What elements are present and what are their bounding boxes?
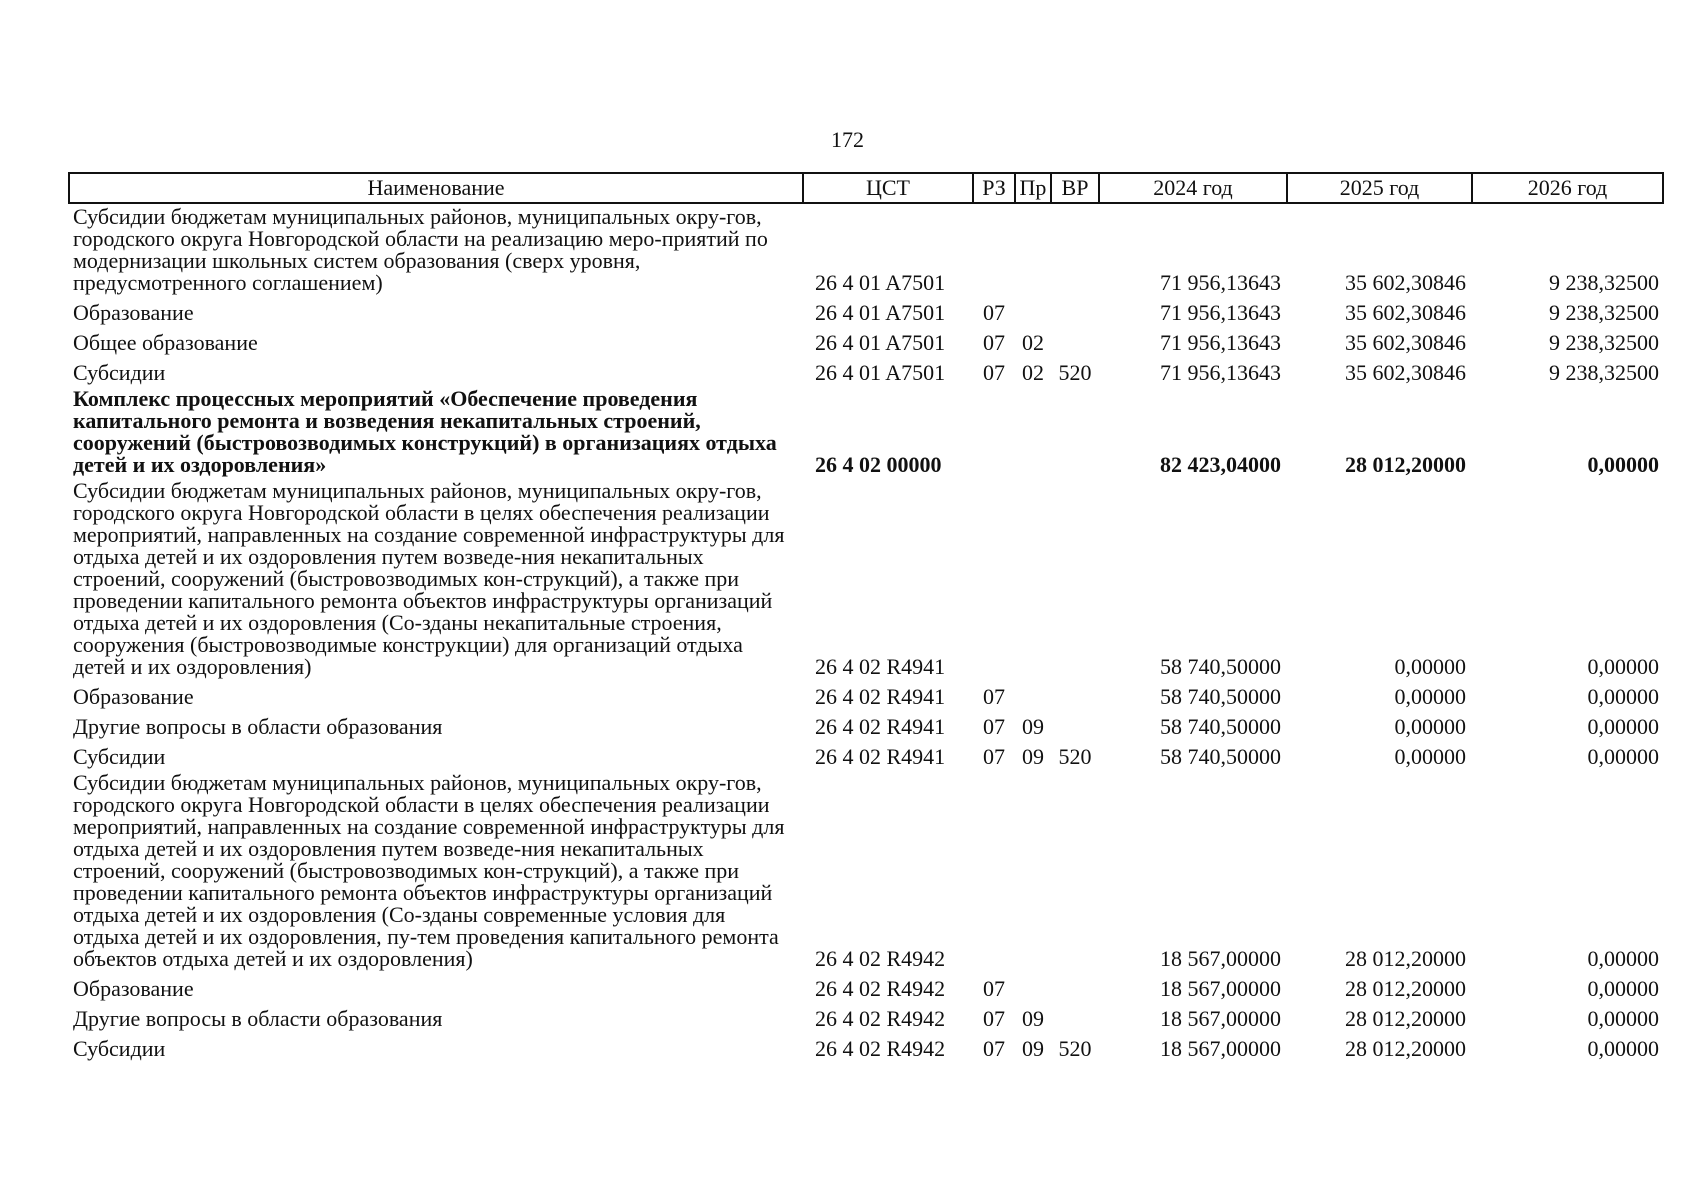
cell-vr: 520 bbox=[1058, 1036, 1092, 1061]
cell-rz: 07 bbox=[983, 976, 1005, 1001]
cell-cst: 26 4 02 R4942 bbox=[815, 1006, 946, 1031]
cell-name: Субсидии бюджетам муниципальных районов, муниципальных окру-гов, городского округа Новгородской области в целях обеспечения реализации мероприятий, направленных на создание современной инфраструктуры для отдыха детей и их оздоровления путем возведе-ния некапитальных строений, сооружений (быстровозводимых кон-струкций), а также при проведении капитального ремонта объектов инфраструктуры организаций отдыха детей и их оздоровления (Со-зданы современные условия для отдыха детей и их оздоровления, пу-тем проведения капитального ремонта объектов отдыха детей и их оздоровления) bbox=[73, 770, 785, 971]
cell-2025: 28 012,20000 bbox=[1345, 976, 1466, 1001]
cell-name: Субсидии bbox=[73, 360, 166, 385]
cell-name: Субсидии бюджетам муниципальных районов, муниципальных окру-гов, городского округа Новгородской области на реализацию меро-приятий по модернизации школьных систем образования (сверх уровня, предусмотренного соглашением) bbox=[73, 204, 768, 295]
cell-name: Образование bbox=[73, 684, 194, 709]
cell-2024: 18 567,00000 bbox=[1160, 1036, 1281, 1061]
cell-rz: 07 bbox=[983, 330, 1005, 355]
cell-cst: 26 4 02 R4941 bbox=[815, 654, 946, 679]
cell-2024: 18 567,00000 bbox=[1160, 946, 1281, 971]
table-row bbox=[69, 203, 1663, 298]
cell-cst: 26 4 01 A7501 bbox=[815, 330, 946, 355]
cell-2026: 0,00000 bbox=[1587, 744, 1659, 769]
cell-vr bbox=[1051, 203, 1099, 298]
cell-cst: 26 4 01 A7501 bbox=[815, 300, 946, 325]
cell-rz: 07 bbox=[983, 1036, 1005, 1061]
cell-vr: 520 bbox=[1058, 744, 1092, 769]
cell-2025: 35 602,30846 bbox=[1345, 360, 1466, 385]
cell-cst: 26 4 02 R4942 bbox=[815, 946, 946, 971]
cell-rz bbox=[973, 203, 1015, 298]
cell-pr bbox=[1015, 388, 1051, 480]
cell-2026: 9 238,32500 bbox=[1549, 270, 1659, 295]
cell-2024: 58 740,50000 bbox=[1160, 654, 1281, 679]
cell-name: Субсидии bbox=[73, 1036, 166, 1061]
table-row bbox=[69, 358, 1663, 388]
cell-2025: 35 602,30846 bbox=[1345, 330, 1466, 355]
cell-rz: 07 bbox=[983, 714, 1005, 739]
cell-name: Субсидии бюджетам муниципальных районов, муниципальных окру-гов, городского округа Новгородской области в целях обеспечения реализации мероприятий, направленных на создание современной инфраструктуры для отдыха детей и их оздоровления путем возведе-ния некапитальных строений, сооружений (быстровозводимых кон-струкций), а также при проведении капитального ремонта объектов инфраструктуры организаций отдыха детей и их оздоровления (Со-зданы некапитальные строения, сооружения (быстровозводимые конструкции) для организаций отдыха детей и их оздоровления) bbox=[73, 478, 785, 679]
cell-rz: 07 bbox=[983, 300, 1005, 325]
cell-rz bbox=[973, 480, 1015, 682]
cell-2025: 0,00000 bbox=[1394, 744, 1466, 769]
cell-2025: 28 012,20000 bbox=[1345, 452, 1466, 477]
cell-2026: 0,00000 bbox=[1587, 1036, 1659, 1061]
cell-pr: 09 bbox=[1022, 1006, 1044, 1031]
cell-2026: 0,00000 bbox=[1587, 976, 1659, 1001]
cell-2024: 18 567,00000 bbox=[1160, 1006, 1281, 1031]
cell-vr bbox=[1051, 328, 1099, 358]
table-row bbox=[69, 480, 1663, 682]
cell-2026: 0,00000 bbox=[1587, 1006, 1659, 1031]
table-row bbox=[69, 682, 1663, 712]
table-row bbox=[69, 1004, 1663, 1034]
cell-2026: 0,00000 bbox=[1587, 654, 1659, 679]
cell-pr: 02 bbox=[1022, 360, 1044, 385]
header-name: Наименование bbox=[69, 173, 803, 203]
header-cst: ЦСТ bbox=[803, 173, 973, 203]
cell-2024: 71 956,13643 bbox=[1160, 360, 1281, 385]
cell-pr: 02 bbox=[1022, 330, 1044, 355]
cell-2025: 28 012,20000 bbox=[1345, 946, 1466, 971]
table-body bbox=[69, 203, 1663, 1064]
cell-vr: 520 bbox=[1058, 360, 1092, 385]
cell-2026: 0,00000 bbox=[1587, 714, 1659, 739]
cell-2025: 35 602,30846 bbox=[1345, 300, 1466, 325]
cell-2025: 0,00000 bbox=[1394, 654, 1466, 679]
cell-cst: 26 4 02 R4941 bbox=[815, 744, 946, 769]
cell-2024: 82 423,04000 bbox=[1160, 452, 1281, 477]
cell-name: Образование bbox=[73, 976, 194, 1001]
table-row bbox=[69, 298, 1663, 328]
cell-rz bbox=[973, 772, 1015, 974]
cell-2024: 58 740,50000 bbox=[1160, 684, 1281, 709]
cell-2025: 35 602,30846 bbox=[1345, 270, 1466, 295]
cell-name: Образование bbox=[73, 300, 194, 325]
cell-pr: 09 bbox=[1022, 744, 1044, 769]
cell-vr bbox=[1051, 974, 1099, 1004]
cell-2025: 28 012,20000 bbox=[1345, 1006, 1466, 1031]
header-vr: ВР bbox=[1051, 173, 1099, 203]
header-2025: 2025 год bbox=[1287, 173, 1472, 203]
cell-pr: 09 bbox=[1022, 1036, 1044, 1061]
cell-pr bbox=[1015, 682, 1051, 712]
cell-2026: 9 238,32500 bbox=[1549, 330, 1659, 355]
header-row bbox=[69, 173, 1663, 203]
cell-2025: 0,00000 bbox=[1394, 714, 1466, 739]
cell-pr bbox=[1015, 974, 1051, 1004]
cell-pr bbox=[1015, 480, 1051, 682]
cell-rz: 07 bbox=[983, 744, 1005, 769]
cell-pr bbox=[1015, 203, 1051, 298]
cell-2024: 58 740,50000 bbox=[1160, 744, 1281, 769]
cell-2024: 71 956,13643 bbox=[1160, 270, 1281, 295]
table-row bbox=[69, 388, 1663, 480]
table-row bbox=[69, 772, 1663, 974]
header-2024: 2024 год bbox=[1099, 173, 1287, 203]
cell-name: Субсидии bbox=[73, 744, 166, 769]
cell-rz: 07 bbox=[983, 684, 1005, 709]
table-header bbox=[69, 173, 1663, 203]
cell-vr bbox=[1051, 1004, 1099, 1034]
cell-2024: 18 567,00000 bbox=[1160, 976, 1281, 1001]
cell-2026: 0,00000 bbox=[1587, 946, 1659, 971]
cell-vr bbox=[1051, 298, 1099, 328]
cell-name: Другие вопросы в области образования bbox=[73, 714, 443, 739]
cell-vr bbox=[1051, 772, 1099, 974]
table-row bbox=[69, 328, 1663, 358]
cell-vr bbox=[1051, 388, 1099, 480]
cell-2026: 9 238,32500 bbox=[1549, 300, 1659, 325]
cell-cst: 26 4 02 R4942 bbox=[815, 1036, 946, 1061]
cell-2026: 9 238,32500 bbox=[1549, 360, 1659, 385]
header-2026: 2026 год bbox=[1472, 173, 1663, 203]
cell-cst: 26 4 02 R4941 bbox=[815, 684, 946, 709]
cell-pr bbox=[1015, 298, 1051, 328]
cell-rz: 07 bbox=[983, 1006, 1005, 1031]
table-row bbox=[69, 974, 1663, 1004]
cell-cst: 26 4 02 R4942 bbox=[815, 976, 946, 1001]
page-number: 172 bbox=[831, 127, 864, 152]
cell-cst: 26 4 01 A7501 bbox=[815, 270, 946, 295]
cell-vr bbox=[1051, 480, 1099, 682]
cell-pr: 09 bbox=[1022, 714, 1044, 739]
table-row bbox=[69, 712, 1663, 742]
cell-name: Общее образование bbox=[73, 330, 258, 355]
cell-2026: 0,00000 bbox=[1587, 452, 1659, 477]
cell-cst: 26 4 02 R4941 bbox=[815, 714, 946, 739]
cell-2024: 58 740,50000 bbox=[1160, 714, 1281, 739]
cell-rz bbox=[973, 388, 1015, 480]
cell-2024: 71 956,13643 bbox=[1160, 300, 1281, 325]
cell-2025: 28 012,20000 bbox=[1345, 1036, 1466, 1061]
cell-cst: 26 4 01 A7501 bbox=[815, 360, 946, 385]
cell-name: Комплекс процессных мероприятий «Обеспечение проведения капитального ремонта и возведения некапитальных строений, сооружений (быстровозводимых конструкций) в организациях отдыха детей и их оздоровления» bbox=[73, 386, 777, 477]
cell-2025: 0,00000 bbox=[1394, 684, 1466, 709]
cell-name: Другие вопросы в области образования bbox=[73, 1006, 443, 1031]
cell-2026: 0,00000 bbox=[1587, 684, 1659, 709]
cell-2024: 71 956,13643 bbox=[1160, 330, 1281, 355]
cell-vr bbox=[1051, 682, 1099, 712]
cell-rz: 07 bbox=[983, 360, 1005, 385]
cell-vr bbox=[1051, 712, 1099, 742]
cell-cst: 26 4 02 00000 bbox=[815, 452, 942, 477]
budget-table bbox=[68, 172, 1664, 1064]
table-row bbox=[69, 1034, 1663, 1064]
header-pr: Пр bbox=[1015, 173, 1051, 203]
cell-pr bbox=[1015, 772, 1051, 974]
table-row bbox=[69, 742, 1663, 772]
header-rz: РЗ bbox=[973, 173, 1015, 203]
